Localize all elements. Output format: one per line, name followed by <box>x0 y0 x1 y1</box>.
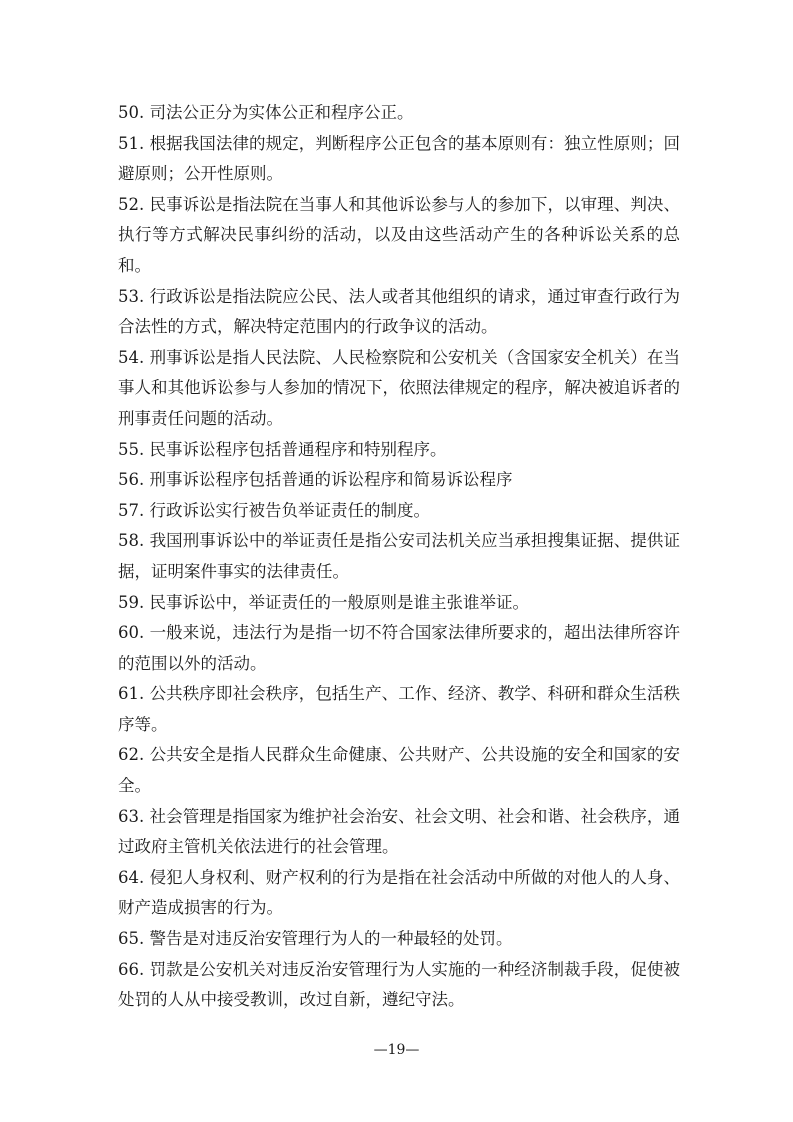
list-item: 52. 民事诉讼是指法院在当事人和其他诉讼参与人的参加下，以审理、判决、执行等方式解决民事纠纷的活动，以及由这些活动产生的各种诉讼关系的总和。 <box>118 194 680 275</box>
list-item: 50. 司法公正分为实体公正和程序公正。 <box>118 103 414 122</box>
list-item: 60. 一般来说，违法行为是指一切不符合国家法律所要求的，超出法律所容许的范围以外的活动。 <box>118 623 680 673</box>
list-item: 55. 民事诉讼程序包括普通程序和特别程序。 <box>118 439 447 459</box>
list-item: 63. 社会管理是指国家为维护社会治安、社会文明、社会和谐、社会秩序，通过政府主管机关依法进行的社会管理。 <box>118 806 680 857</box>
list-item: 62. 公共安全是指人民群众生命健康、公共财产、公共设施的安全和国家的安全。 <box>118 745 680 796</box>
list-item: 65. 警告是对违反治安管理行为人的一种最轻的处罚。 <box>118 929 513 949</box>
page-number: —19— <box>373 1042 420 1058</box>
list-item: 66. 罚款是公安机关对违反治安管理行为人实施的一种经济制裁手段，促使被处罚的人从中接受教训，改过自新，遵纪守法。 <box>118 959 680 1010</box>
list-item: 56. 刑事诉讼程序包括普通的诉讼程序和简易诉讼程序 <box>118 470 513 490</box>
list-item: 61. 公共秩序即社会秩序，包括生产、工作、经济、教学、科研和群众生活秩序等。 <box>118 684 680 734</box>
list-item: 64. 侵犯人身权利、财产权利的行为是指在社会活动中所做的对他人的人身、财产造成损害的行为。 <box>118 867 680 918</box>
list-item: 59. 民事诉讼中，举证责任的一般原则是谁主张谁举证。 <box>118 592 529 612</box>
list-item: 57. 行政诉讼实行被告负举证责任的制度。 <box>118 500 430 520</box>
list-item: 53. 行政诉讼是指法院应公民、法人或者其他组织的请求，通过审查行政行为合法性的方式，解决特定范围内的行政争议的活动。 <box>118 286 680 337</box>
list-item: 58. 我国刑事诉讼中的举证责任是指公安司法机关应当承担搜集证据、提供证据，证明案件事实的法律责任。 <box>118 531 680 581</box>
list-item: 54. 刑事诉讼是指人民法院、人民检察院和公安机关（含国家安全机关）在当事人和其他诉讼参与人参加的情况下，依照法律规定的程序，解决被追诉者的刑事责任问题的活动。 <box>118 347 680 428</box>
document-body <box>118 98 680 1016</box>
list-item: 51. 根据我国法律的规定，判断程序公正包含的基本原则有：独立性原则；回避原则；公开性原则。 <box>118 133 680 184</box>
